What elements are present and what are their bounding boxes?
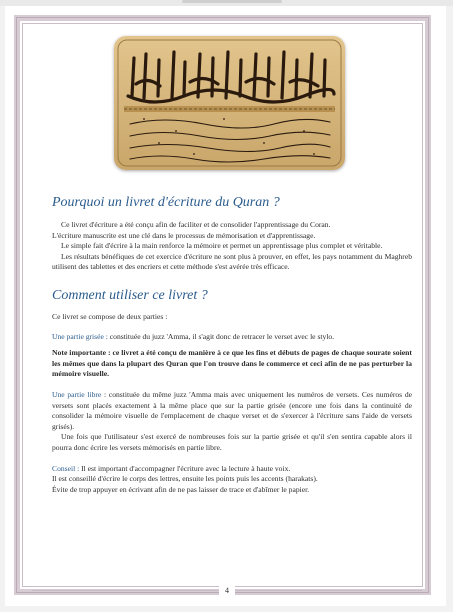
part2-paragraph — [52, 390, 412, 432]
section-title-how: Comment utiliser ce livret ? — [52, 287, 208, 303]
advice-text: Il est important d'accompagner l'écriture avec la lecture à haute voix. — [79, 463, 291, 473]
paragraph: L'écriture manuscrite est une clé dans le processus de mémorisation et d'apprentissage. — [52, 230, 316, 240]
advice-label: Conseil : — [52, 463, 80, 473]
paragraph: Les résultats bénéfiques de cet exercice d'écriture ne sont plus à prouver, en effet, les pays notamment du Maghreb utilisent des tablettes et des encriers et cette méthode s'est avérée très efficace. — [52, 251, 412, 272]
advice-line: Évite de trop appuyer en écrivant afin de ne pas laisser de trace et d'abîmer le papier. — [52, 484, 310, 494]
section-title-why: Pourquoi un livret d'écriture du Quran ? — [52, 195, 280, 210]
paragraph: Ce livret d'écriture a été conçu afin de faciliter et de consolider l'apprentissage du Coran. — [61, 220, 331, 229]
advice-paragraph — [52, 464, 412, 475]
paragraph-intro: Ce livret se compose de deux parties : — [52, 311, 168, 321]
part1-paragraph — [52, 332, 412, 343]
part2-followup: Une fois que l'utilisateur s'est exercé de nombreuses fois sur la partie grisée et qu'il s'en sentira capable alors il pourra donc écrire les versets mémorisés en partie libre. — [52, 432, 412, 452]
part2-text: : constituée du même juzz 'Amma mais avec uniquement les numéros de versets. Ces numéros de versets sont placés exactement à la même place que sur la partie grisée (encore une fois dans la continuité de consolider la mémoire visuelle de l'emplacement de chaque verset et de s'exercer à l'écriture sans l'aide de versets grisés). — [52, 389, 413, 431]
page-number: 4 — [219, 585, 235, 596]
important-note: Note importante : ce livret a été conçu de manière à ce que les fins et débuts de pages de chaque sourate soient les mêmes que dans la plupart des Quran que l'on trouve dans le commerce et ceci afin de ne pas perturber la mémoire visuelle. — [52, 348, 412, 379]
paragraph: Le simple fait d'écrire à la main renforce la mémoire et permet un apprentissage plus complet et véritable. — [61, 241, 383, 251]
calligraphy-illustration — [114, 36, 345, 170]
calligraphy-panel-image — [114, 36, 345, 170]
part2-label: Une partie libre — [52, 389, 102, 399]
part1-text: constituée du juzz 'Amma, il s'agit donc de retracer le verset avec le stylo. — [107, 331, 335, 341]
document-page — [5, 6, 446, 606]
page-content — [52, 194, 412, 495]
part1-label: Une partie grisée : — [52, 331, 108, 341]
scroll-indicator[interactable] — [182, 0, 282, 3]
advice-line: Il est conseillé d'écrire le corps des lettres, ensuite les points puis les accents (harakats). — [52, 474, 318, 484]
